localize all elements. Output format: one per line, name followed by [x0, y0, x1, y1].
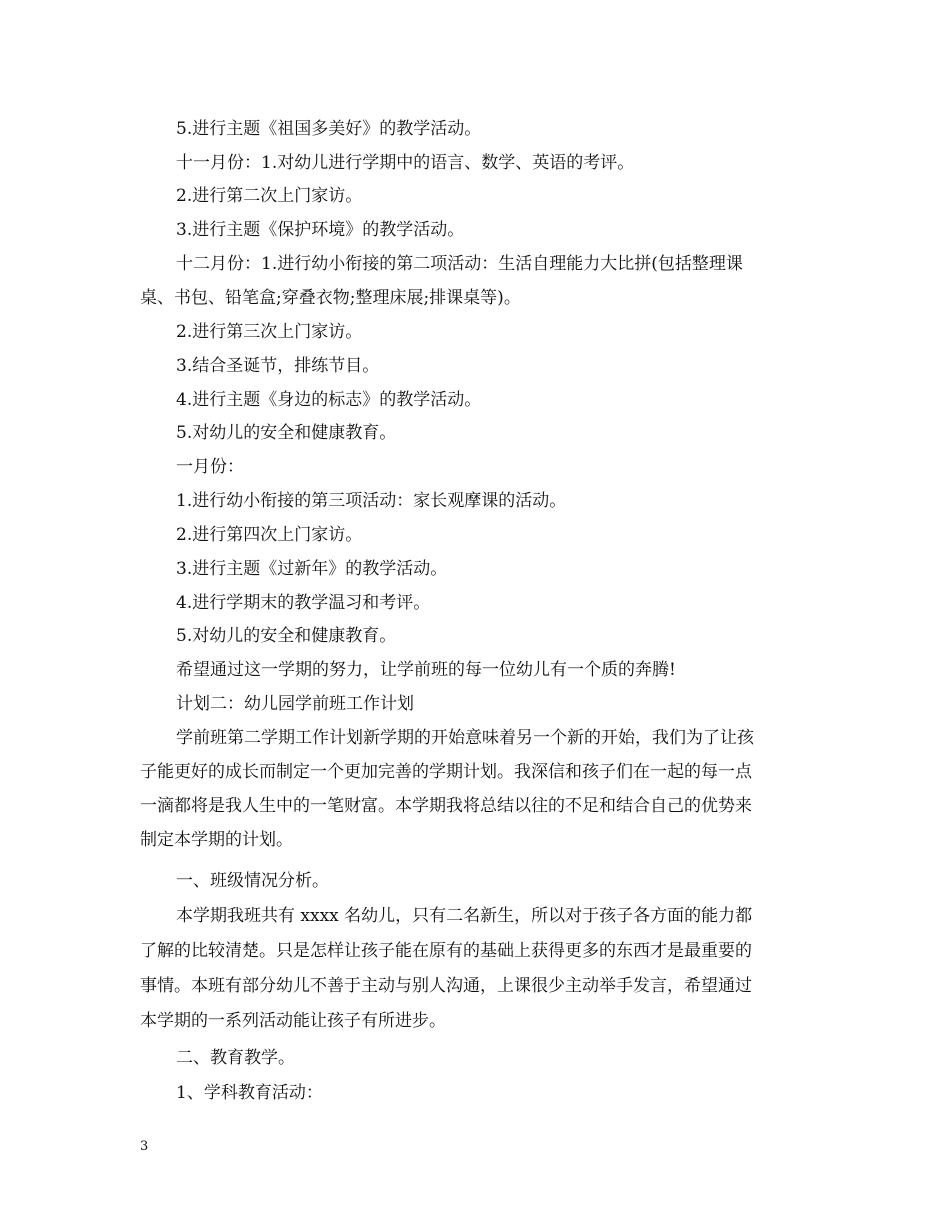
text-line: 3.进行主题《过新年》的教学活动。 [176, 559, 448, 579]
text-line: 十二月份：1.进行幼小衔接的第二项活动：生活自理能力大比拼(包括整理课 [176, 254, 743, 274]
text-line: 5.对幼儿的安全和健康教育。 [176, 626, 397, 646]
paragraph-line: 制定本学期的计划。 [140, 830, 293, 850]
paragraph-line: 事情。本班有部分幼儿不善于主动与别人沟通，上课很少主动举手发言，希望通过 [140, 976, 752, 996]
text-line: 3.进行主题《保护环境》的教学活动。 [176, 220, 465, 240]
text-line: 2.进行第二次上门家访。 [176, 186, 363, 206]
text-line: 十一月份：1.对幼儿进行学期中的语言、数学、英语的考评。 [176, 153, 635, 173]
paragraph-line: 学前班第二学期工作计划新学期的开始意味着另一个新的开始，我们为了让孩 [176, 728, 754, 748]
paragraph-line: 本学期我班共有 xxxx 名幼儿，只有二名新生，所以对于孩子各方面的能力都 [176, 906, 753, 926]
section-heading: 计划二：幼儿园学前班工作计划 [176, 694, 414, 714]
paragraph-line: 本学期的一系列活动能让孩子有所进步。 [140, 1011, 446, 1031]
paragraph-line: 一滴都将是我人生中的一笔财富。本学期我将总结以往的不足和结合自己的优势来 [140, 796, 752, 816]
text-line: 4.进行学期末的教学温习和考评。 [176, 593, 431, 613]
text-line: 4.进行主题《身边的标志》的教学活动。 [176, 390, 482, 410]
subsection-heading: 1、学科教育活动： [176, 1083, 323, 1103]
text-line: 3.结合圣诞节，排练节目。 [176, 356, 380, 376]
section-heading: 一、班级情况分析。 [176, 871, 329, 891]
paragraph-line: 子能更好的成长而制定一个更加完善的学期计划。我深信和孩子们在一起的每一点 [140, 762, 752, 782]
text-line: 一月份： [176, 457, 244, 477]
text-line: 1.进行幼小衔接的第三项活动：家长观摩课的活动。 [176, 491, 567, 511]
text-line: 希望通过这一学期的努力，让学前班的每一位幼儿有一个质的奔腾! [176, 660, 676, 680]
text-line: 5.进行主题《祖国多美好》的教学活动。 [176, 119, 482, 139]
text-line: 2.进行第三次上门家访。 [176, 322, 363, 342]
page-number: 3 [140, 1139, 149, 1154]
text-line: 5.对幼儿的安全和健康教育。 [176, 423, 397, 443]
text-line: 桌、书包、铅笔盒;穿叠衣物;整理床展;排课桌等)。 [140, 288, 521, 308]
section-heading: 二、教育教学。 [176, 1048, 295, 1068]
text-line: 2.进行第四次上门家访。 [176, 525, 363, 545]
paragraph-line: 了解的比较清楚。只是怎样让孩子能在原有的基础上获得更多的东西才是最重要的 [140, 941, 752, 961]
